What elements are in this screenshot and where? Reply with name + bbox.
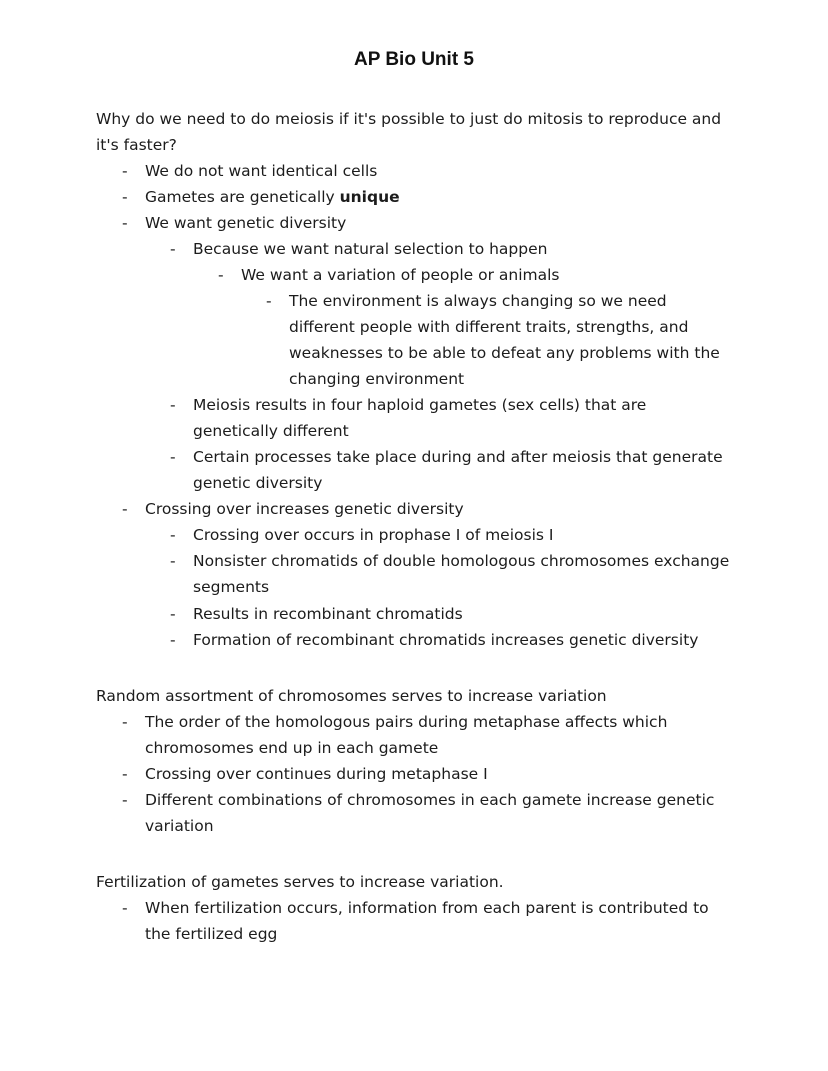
bullet-dash: - bbox=[266, 292, 272, 311]
bullet-dash: - bbox=[122, 712, 128, 731]
bullet-text: We want genetic diversity bbox=[145, 214, 347, 233]
bullet-dash: - bbox=[218, 266, 224, 285]
list-item bbox=[266, 288, 732, 392]
bullet-text: Because we want natural selection to happen bbox=[193, 240, 548, 259]
bullet-text: When fertilization occurs, information from each parent is contributed to the fertilized egg bbox=[145, 898, 709, 943]
list-item bbox=[170, 627, 732, 653]
list-item bbox=[170, 444, 732, 496]
bullet-text: Nonsister chromatids of double homologous chromosomes exchange segments bbox=[193, 552, 730, 597]
bullet-text: Crossing over continues during metaphase I bbox=[145, 764, 488, 783]
section-intro: Random assortment of chromosomes serves to increase variation bbox=[96, 686, 607, 705]
list-item bbox=[122, 761, 732, 787]
bullet-text: We do not want identical cells bbox=[145, 161, 378, 180]
bullet-text: Certain processes take place during and after meiosis that generate genetic diversity bbox=[193, 448, 723, 493]
list-item bbox=[170, 548, 732, 600]
section-meiosis bbox=[96, 106, 732, 653]
bullet-text: Crossing over increases genetic diversity bbox=[145, 500, 464, 519]
bullet-text-bold: unique bbox=[339, 188, 400, 206]
list-item bbox=[122, 895, 732, 947]
bullet-dash: - bbox=[170, 448, 176, 467]
bullet-text-prefix: Gametes are genetically bbox=[145, 188, 340, 206]
bullet-dash: - bbox=[122, 161, 128, 180]
list-item bbox=[170, 522, 732, 548]
list-item bbox=[122, 709, 732, 761]
bullet-text bbox=[145, 184, 732, 210]
bullet-text: The environment is always changing so we need different people with different traits, strengths, and weaknesses to be able to defeat any problems with the changing environment bbox=[289, 292, 720, 389]
list-item bbox=[122, 184, 732, 210]
bullet-dash: - bbox=[170, 630, 176, 649]
bullet-list bbox=[96, 895, 732, 947]
bullet-list bbox=[96, 709, 732, 839]
section-intro: Why do we need to do meiosis if it's possible to just do mitosis to reproduce and it's faster? bbox=[96, 109, 722, 154]
list-item bbox=[170, 601, 732, 627]
bullet-text: Crossing over occurs in prophase I of meiosis I bbox=[193, 526, 554, 545]
page-title: AP Bio Unit 5 bbox=[354, 49, 474, 70]
bullet-text: Results in recombinant chromatids bbox=[193, 604, 463, 623]
bullet-text: Formation of recombinant chromatids increases genetic diversity bbox=[193, 630, 699, 649]
bullet-dash: - bbox=[122, 500, 128, 519]
bullet-dash: - bbox=[122, 764, 128, 783]
list-item bbox=[218, 262, 732, 288]
bullet-dash: - bbox=[122, 188, 128, 206]
list-item bbox=[122, 158, 732, 184]
bullet-text: We want a variation of people or animals bbox=[241, 266, 560, 285]
bullet-dash: - bbox=[170, 604, 176, 623]
section-fertilization bbox=[96, 869, 732, 947]
list-item bbox=[170, 236, 732, 262]
section-random-assortment bbox=[96, 683, 732, 839]
bullet-text: Different combinations of chromosomes in each gamete increase genetic variation bbox=[145, 790, 715, 835]
list-item bbox=[122, 496, 732, 522]
bullet-text: Meiosis results in four haploid gametes (sex cells) that are genetically different bbox=[193, 396, 647, 441]
list-item bbox=[122, 787, 732, 839]
bullet-dash: - bbox=[122, 898, 128, 917]
bullet-dash: - bbox=[170, 240, 176, 259]
bullet-list bbox=[96, 158, 732, 653]
bullet-dash: - bbox=[170, 526, 176, 545]
bullet-dash: - bbox=[170, 396, 176, 415]
section-intro: Fertilization of gametes serves to increase variation. bbox=[96, 872, 504, 891]
bullet-dash: - bbox=[122, 790, 128, 809]
list-item bbox=[170, 392, 732, 444]
list-item bbox=[122, 210, 732, 236]
bullet-text: The order of the homologous pairs during metaphase affects which chromosomes end up in each gamete bbox=[145, 712, 668, 757]
bullet-dash: - bbox=[122, 214, 128, 233]
bullet-dash: - bbox=[170, 552, 176, 571]
